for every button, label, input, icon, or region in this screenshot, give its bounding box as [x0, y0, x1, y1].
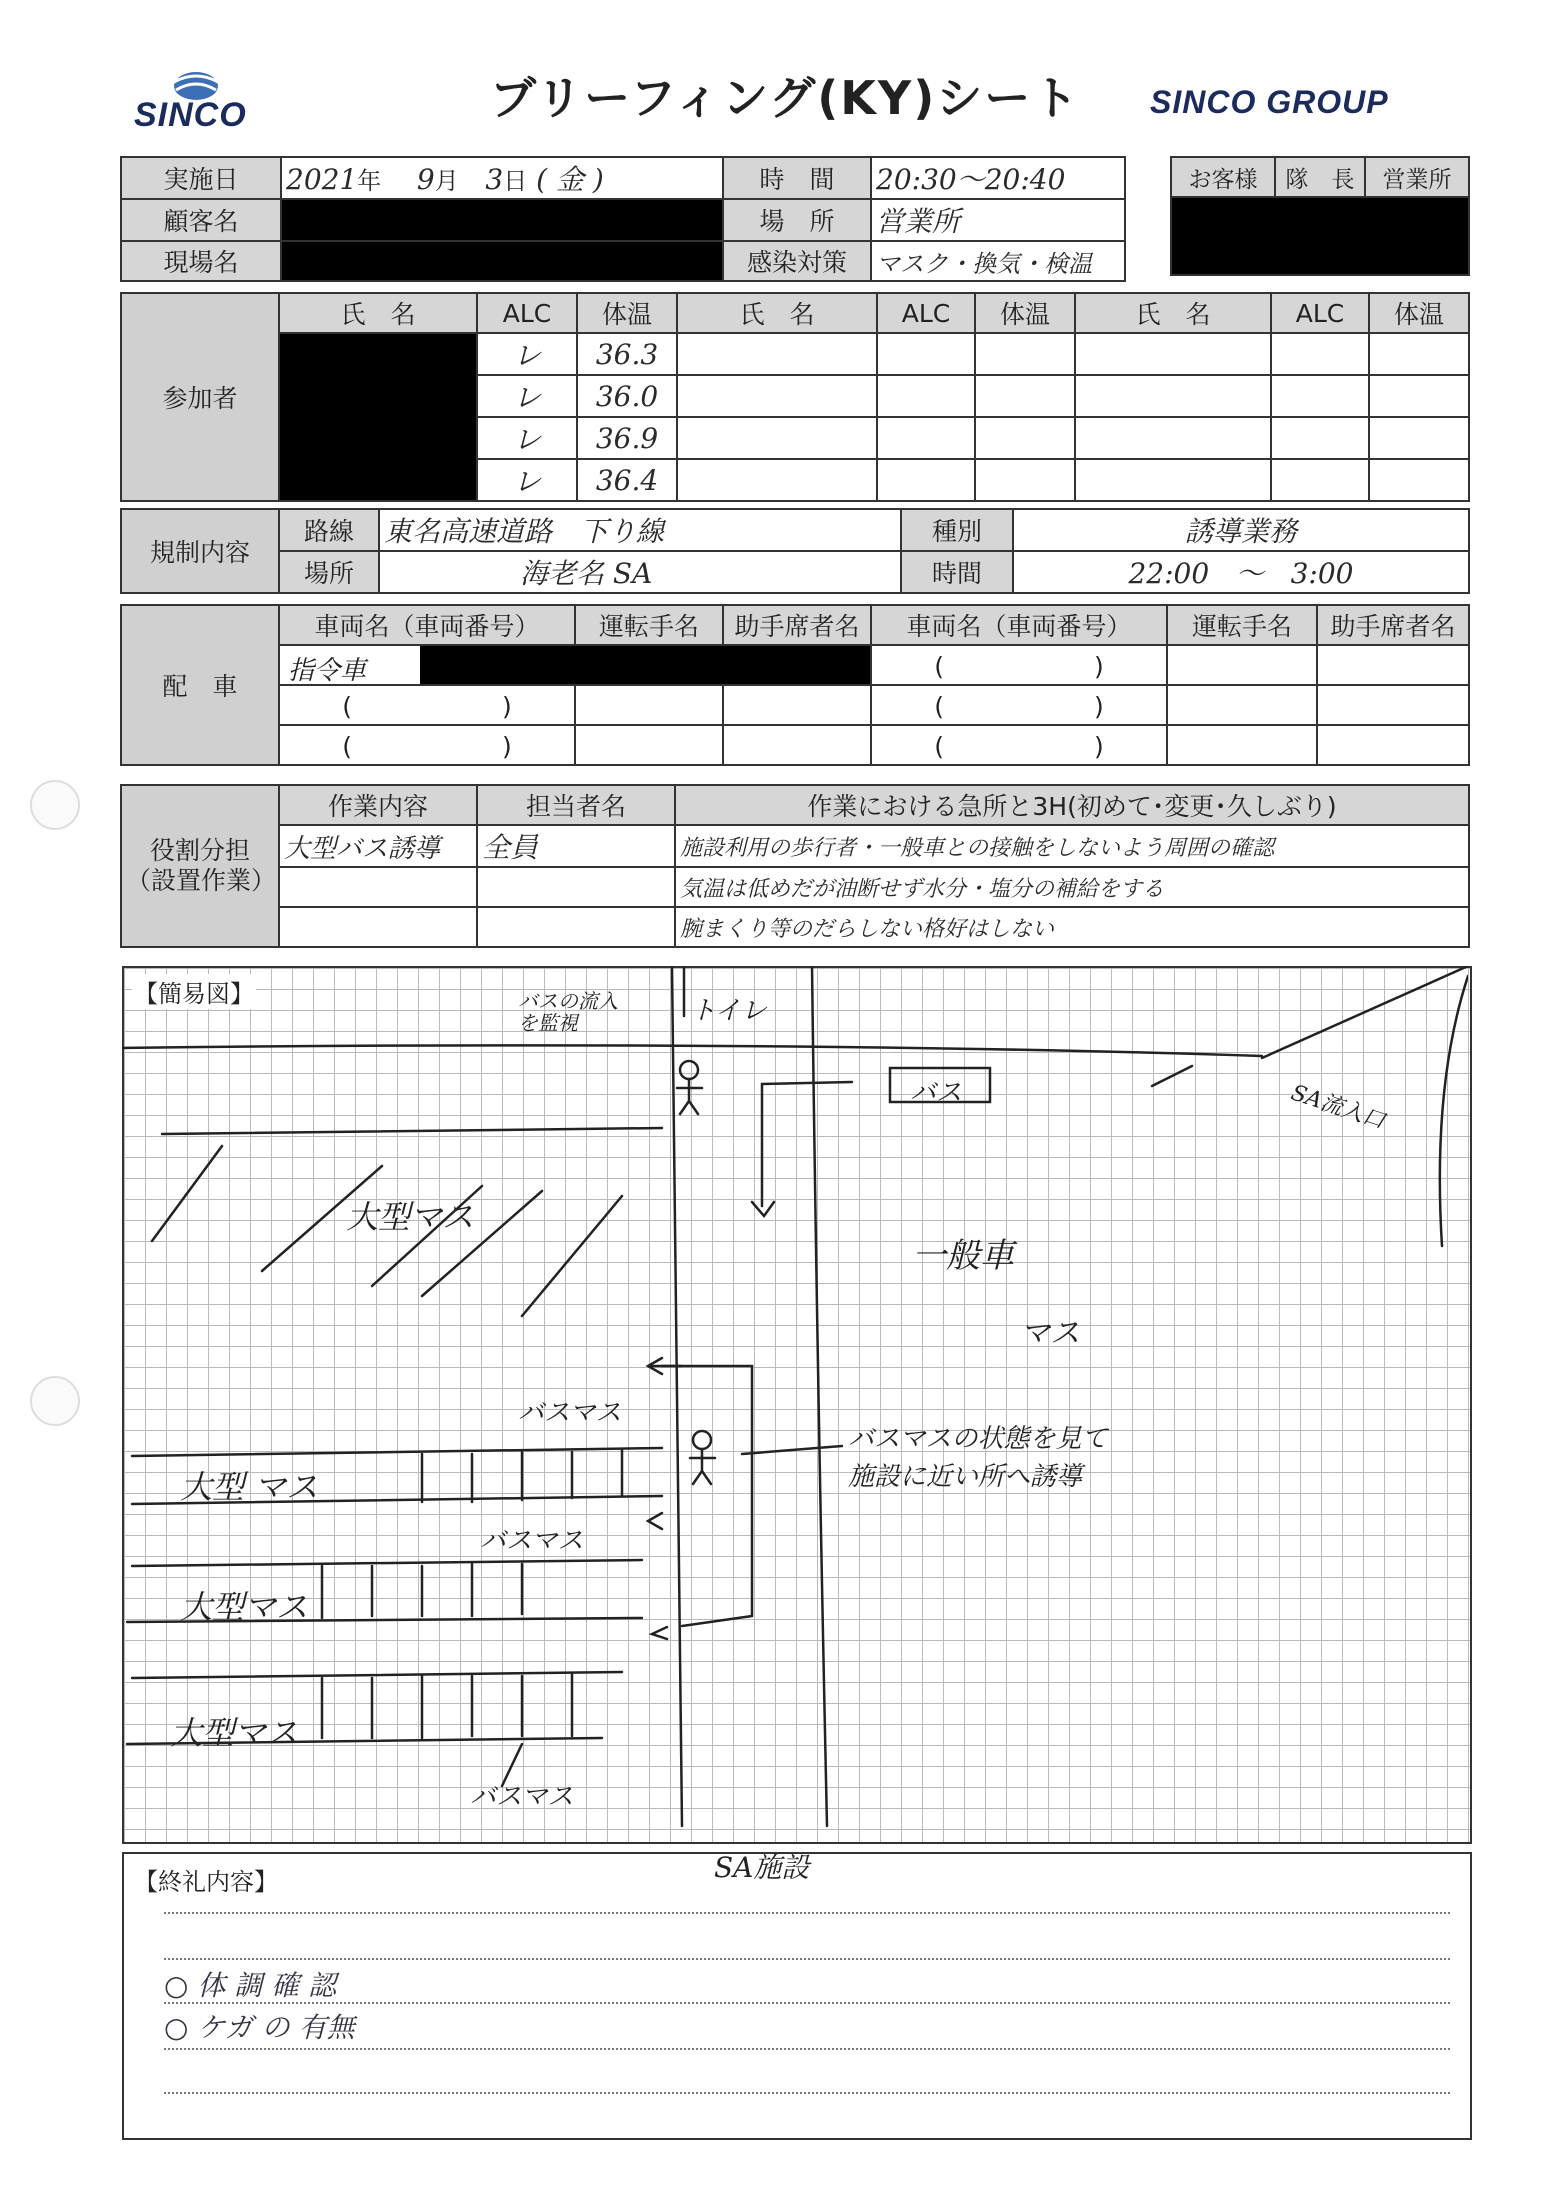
temp-value: 36.0 [577, 375, 677, 417]
sketch-drawing [122, 966, 1468, 1840]
bus-bay-text: バスマス [518, 1398, 622, 1428]
alc-check: レ [477, 375, 577, 417]
large-bay-text: 大型マス [170, 1714, 299, 1752]
col-name: 氏 名 [279, 293, 477, 333]
closing-label: 【終礼内容】 [134, 1868, 278, 1896]
temp-value: 36.4 [577, 459, 677, 501]
infection-value: マスク・換気・検温 [871, 241, 1125, 281]
large-bay-text: 大型 マス [180, 1468, 319, 1506]
large-bay-text: 大型マス [346, 1198, 475, 1236]
roles-label: 役割分担 （設置作業） [121, 785, 279, 947]
regulation-label: 規制内容 [121, 509, 279, 593]
vehicle-paren: ( ) [871, 685, 1167, 725]
closing-section [122, 1852, 1472, 2140]
reg-place-label: 場所 [279, 551, 379, 593]
vehicle-paren: ( ) [279, 685, 575, 725]
alc-check: レ [477, 333, 577, 375]
bus-bay-text: バスマス [480, 1526, 584, 1556]
col-vehicle: 車両名（車両番号） [279, 605, 575, 645]
col-driver: 運転手名 [1167, 605, 1317, 645]
col-name: 氏 名 [1075, 293, 1271, 333]
date-value: 2021年 9月 3日 ( 金 ) [281, 157, 723, 199]
stamp-leader-label: 隊 長 [1275, 157, 1365, 197]
stamp-table [1170, 156, 1470, 276]
col-person: 担当者名 [477, 785, 675, 825]
sheet-title: ブリーフィング(KY)シート [490, 71, 1081, 125]
time-label: 時 間 [723, 157, 871, 199]
stamp-redacted [1171, 197, 1469, 275]
vehicle-1: 指令車 [279, 645, 871, 685]
temp-value: 36.3 [577, 333, 677, 375]
info-table [120, 156, 1126, 282]
toilet-text: トイレ [690, 996, 767, 1026]
customer-label: 顧客名 [121, 199, 281, 241]
place-label: 場 所 [723, 199, 871, 241]
col-assistant: 助手席者名 [1317, 605, 1469, 645]
col-assistant: 助手席者名 [723, 605, 871, 645]
col-work: 作業内容 [279, 785, 477, 825]
bus-bay-text: バスマス [470, 1782, 574, 1812]
general-car-text: 一般車 [912, 1236, 1014, 1276]
stamp-customer-label: お客様 [1171, 157, 1275, 197]
col-alc: ALC [877, 293, 975, 333]
punch-hole [30, 780, 80, 830]
alc-check: レ [477, 417, 577, 459]
temp-value: 36.9 [577, 417, 677, 459]
site-redacted [281, 241, 723, 281]
col-driver: 運転手名 [575, 605, 723, 645]
col-alc: ALC [1271, 293, 1369, 333]
col-name: 氏 名 [677, 293, 877, 333]
punch-hole [30, 1376, 80, 1426]
hazard-2: 気温は低めだが油断せず水分・塩分の補給をする [675, 867, 1469, 907]
vehicle-paren: ( ) [871, 645, 1167, 685]
dispatch-label: 配 車 [121, 605, 279, 765]
col-temp: 体温 [1369, 293, 1469, 333]
col-temp: 体温 [577, 293, 677, 333]
site-label: 現場名 [121, 241, 281, 281]
closing-top-note: SA施設 [714, 1851, 810, 1884]
logo-text: SINCO [134, 96, 247, 134]
route-label: 路線 [279, 509, 379, 551]
sa-exit-text: SA流入口 [1287, 1080, 1388, 1135]
reg-place-value: 海老名 SA [379, 551, 901, 593]
masu-text: マス [1020, 1316, 1080, 1351]
col-temp: 体温 [975, 293, 1075, 333]
note-2-text: 施設に近い所へ誘導 [848, 1462, 1083, 1492]
bus-text: バス [910, 1078, 963, 1108]
person-1: 全員 [477, 825, 675, 867]
closing-item-2: ○ ケガ の 有無 [164, 2011, 355, 2044]
participants-table [120, 292, 1470, 502]
participants-label: 参加者 [121, 293, 279, 501]
large-bay-text: 大型マス [180, 1588, 309, 1626]
roles-table [120, 784, 1470, 948]
alc-check: レ [477, 459, 577, 501]
customer-redacted [281, 199, 723, 241]
work-1: 大型バス誘導 [279, 825, 477, 867]
sinco-group-logo: SINCO GROUP [1150, 84, 1389, 120]
hazard-1: 施設利用の歩行者・一般車との接触をしないよう周囲の確認 [675, 825, 1469, 867]
col-hazard: 作業における急所と3H(初めて･変更･久しぶり) [675, 785, 1469, 825]
note-1-text: バスマスの状態を見て [848, 1424, 1108, 1454]
route-value: 東名高速道路 下り線 [379, 509, 901, 551]
sketch-label: 【簡易図】 [132, 974, 256, 1009]
closing-item-1: ○ 体 調 確 認 [164, 1969, 337, 2002]
vehicle-redacted [420, 646, 871, 685]
vehicle-paren: ( ) [871, 725, 1167, 765]
place-value: 営業所 [871, 199, 1125, 241]
reg-time-value: 22:00 〜 3:00 [1013, 551, 1469, 593]
participant-names-redacted [279, 333, 477, 501]
regulation-table [120, 508, 1470, 594]
globe-icon [168, 66, 224, 100]
vehicle-paren: ( ) [279, 725, 575, 765]
type-value: 誘導業務 [1013, 509, 1469, 551]
time-value: 20:30〜20:40 [871, 157, 1125, 199]
dispatch-table [120, 604, 1470, 766]
reg-time-label: 時間 [901, 551, 1013, 593]
stamp-office-label: 営業所 [1365, 157, 1469, 197]
col-alc: ALC [477, 293, 577, 333]
sinco-logo [128, 66, 268, 146]
col-vehicle: 車両名（車両番号） [871, 605, 1167, 645]
hazard-3: 腕まくり等のだらしない格好はしない [675, 907, 1469, 947]
infection-label: 感染対策 [723, 241, 871, 281]
watch-bus-text: バスの流入 を監視 [518, 989, 618, 1035]
date-label: 実施日 [121, 157, 281, 199]
type-label: 種別 [901, 509, 1013, 551]
